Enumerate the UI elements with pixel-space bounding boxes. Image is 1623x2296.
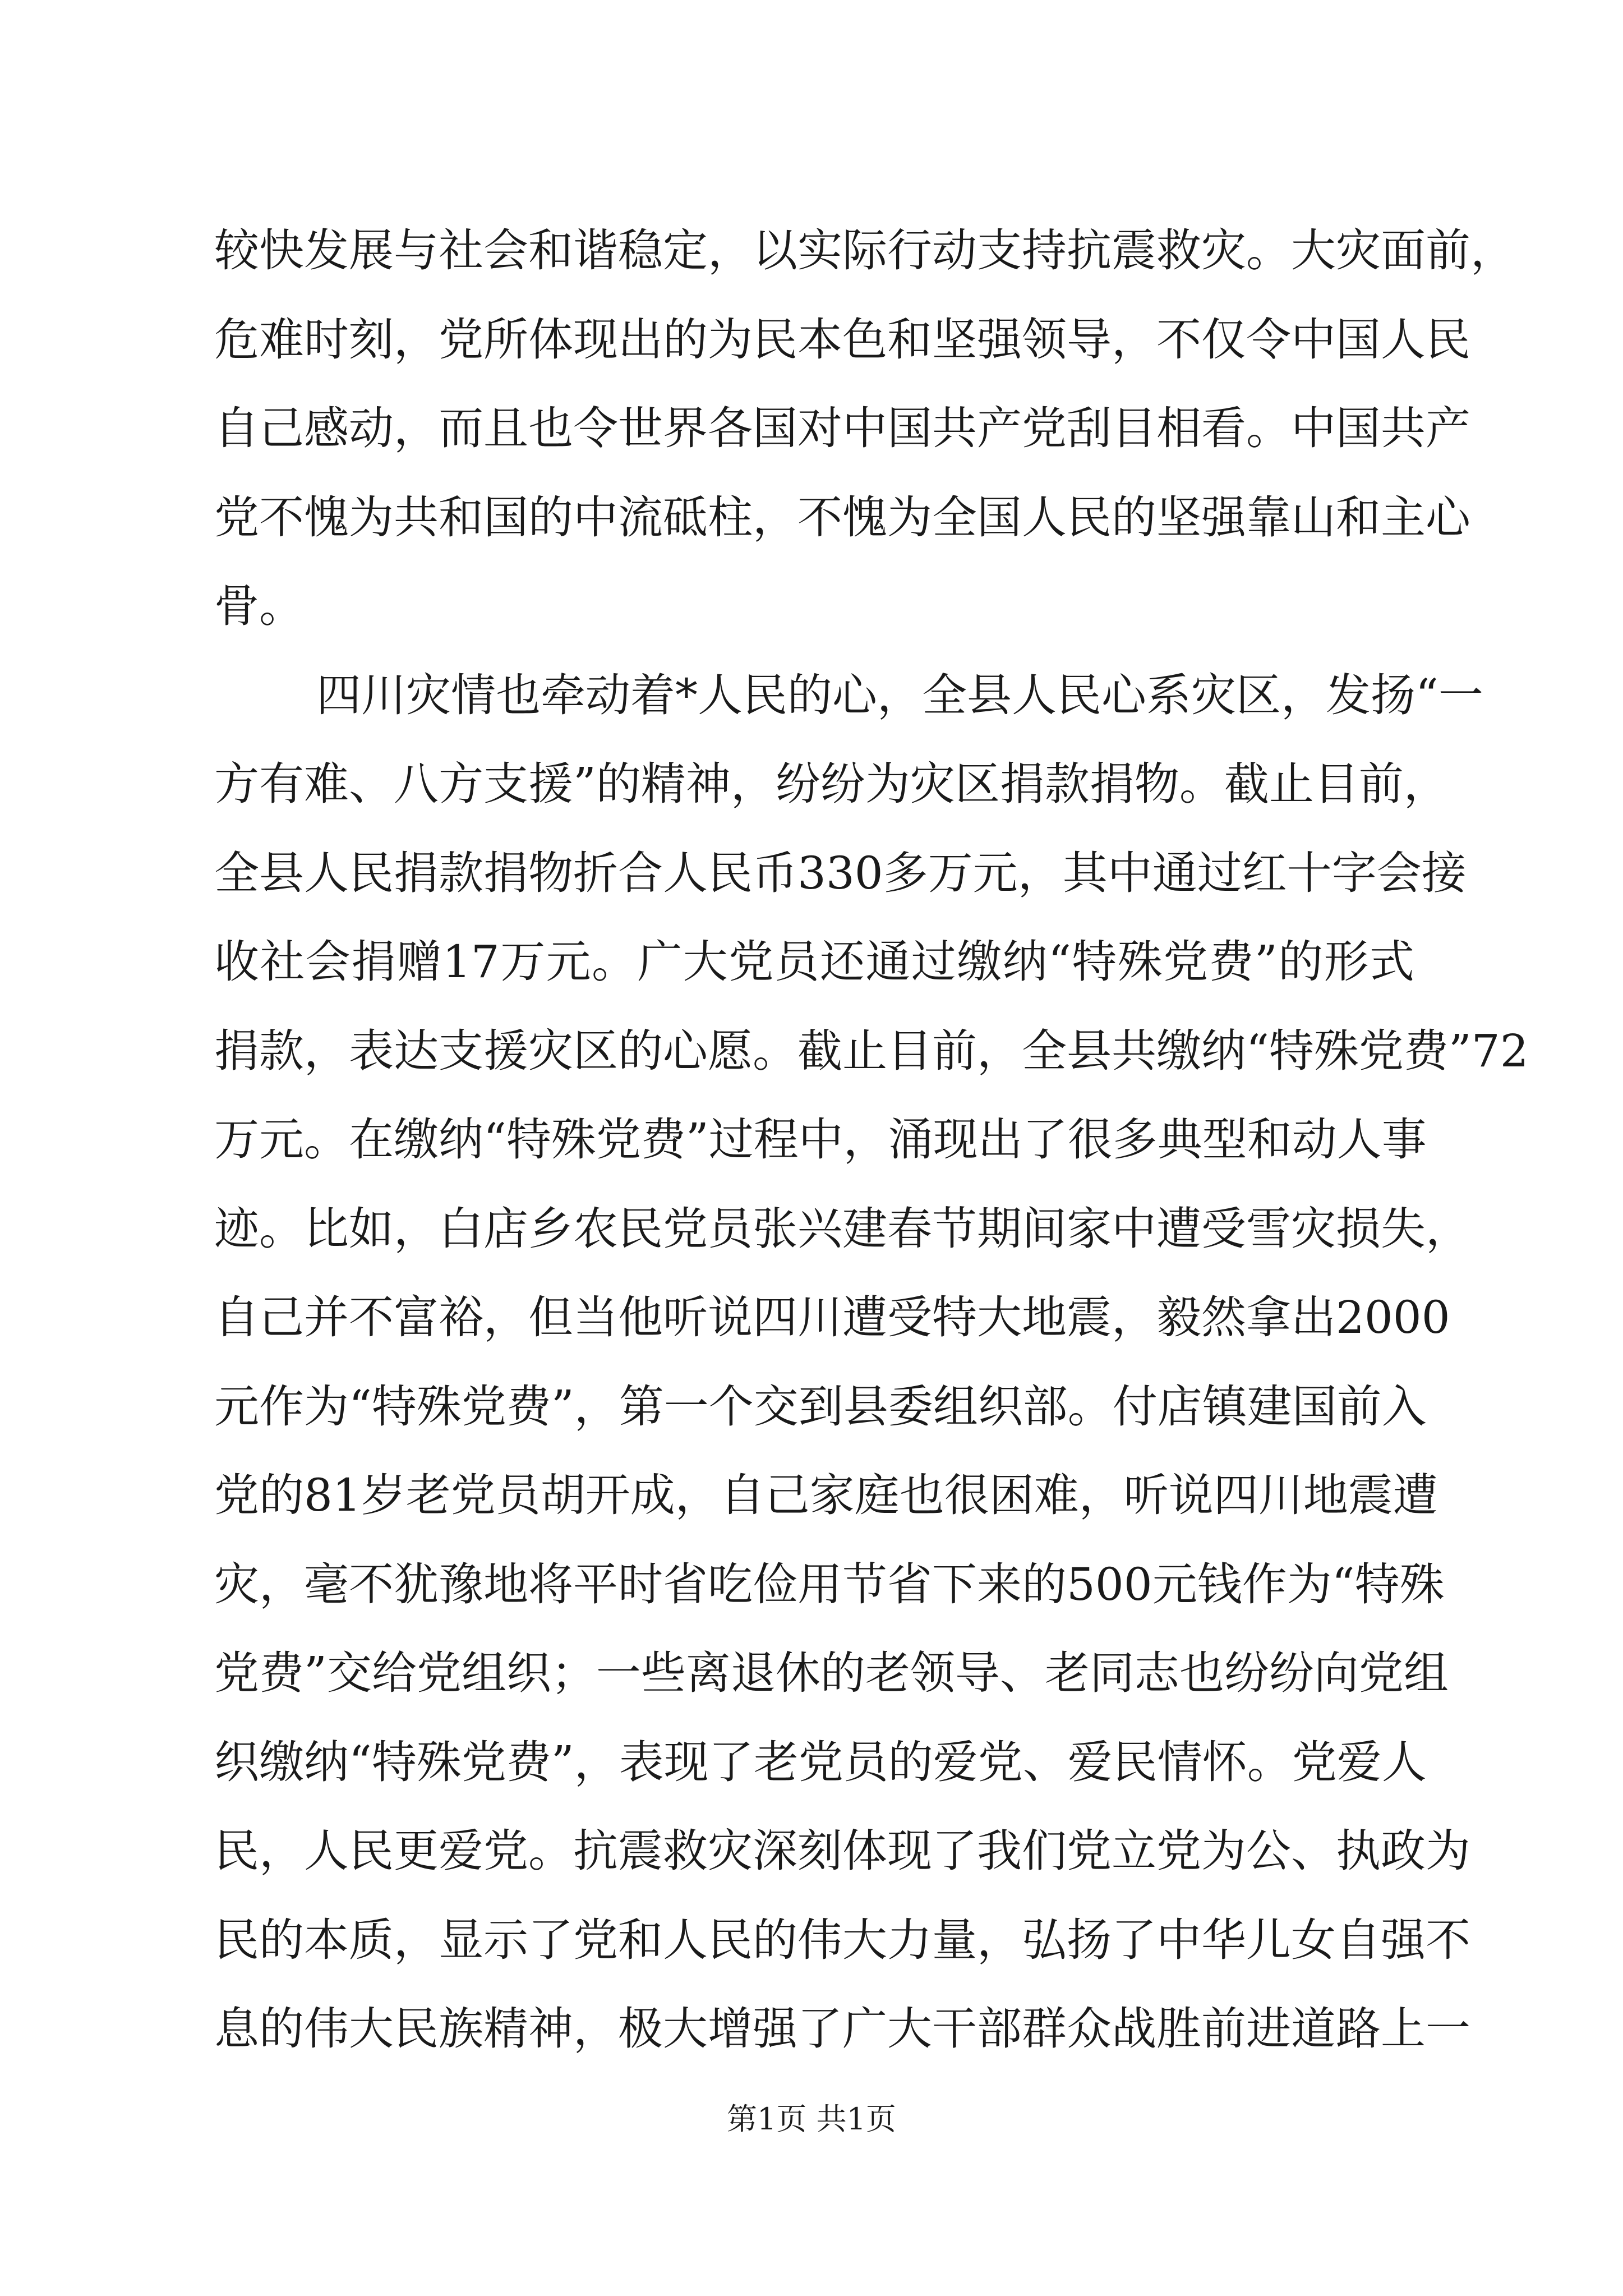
- text-line: 党费”交给党组织；一些离退休的老领导、老同志也纷纷向党组: [214, 1647, 1449, 1699]
- text-line: 党的81岁老党员胡开成，自己家庭也很困难，听说四川地震遭: [214, 1469, 1438, 1521]
- paragraph-2: [214, 651, 1529, 2074]
- text-line: 迹。比如，白店乡农民党员张兴建春节期间家中遭受雪灾损失，: [214, 1202, 1470, 1255]
- page-number-label: 第1页 共1页: [727, 2101, 896, 2137]
- text-line: 灾，毫不犹豫地将平时省吃俭用节省下来的500元钱作为“特殊: [214, 1558, 1445, 1611]
- text-line: 四川灾情也牵动着*人民的心，全县人民心系灾区，发扬“一: [316, 669, 1483, 721]
- document-body: [214, 206, 1529, 2074]
- paragraph-1: [214, 206, 1515, 651]
- text-line: 骨。: [214, 580, 304, 632]
- text-line: 危难时刻，党所体现出的为民本色和坚强领导，不仅令中国人民: [214, 313, 1470, 366]
- page-footer: [0, 2095, 1623, 2138]
- text-line: 较快发展与社会和谐稳定，以实际行动支持抗震救灾。大灾面前，: [214, 224, 1515, 277]
- text-line: 息的伟大民族精神，极大增强了广大干部群众战胜前进道路上一: [214, 2003, 1470, 2055]
- text-line: 万元。在缴纳“特殊党费”过程中，涌现出了很多典型和动人事: [214, 1114, 1427, 1166]
- text-line: 收社会捐赠17万元。广大党员还通过缴纳“特殊党费”的形式: [214, 936, 1414, 988]
- text-line: 自己感动，而且也令世界各国对中国共产党刮目相看。中国共产: [214, 402, 1470, 454]
- text-line: 自己并不富裕，但当他听说四川遭受特大地震，毅然拿出2000: [214, 1291, 1450, 1343]
- text-line: 方有难、八方支援”的精神，纷纷为灾区捐款捐物。截止目前，: [214, 758, 1449, 810]
- text-line: 民，人民更爱党。抗震救灾深刻体现了我们党立党为公、执政为: [214, 1825, 1470, 1877]
- text-line: 民的本质，显示了党和人民的伟大力量，弘扬了中华儿女自强不: [214, 1913, 1470, 1966]
- text-line: 捐款，表达支援灾区的心愿。截止目前，全县共缴纳“特殊党费”72: [214, 1024, 1529, 1077]
- text-line: 全县人民捐款捐物折合人民币330多万元，其中通过红十字会接: [214, 846, 1467, 899]
- text-line: 织缴纳“特殊党费”，表现了老党员的爱党、爱民情怀。党爱人: [214, 1736, 1427, 1788]
- text-line: 元作为“特殊党费”，第一个交到县委组织部。付店镇建国前入: [214, 1380, 1427, 1433]
- text-line: 党不愧为共和国的中流砥柱，不愧为全国人民的坚强靠山和主心: [214, 491, 1470, 544]
